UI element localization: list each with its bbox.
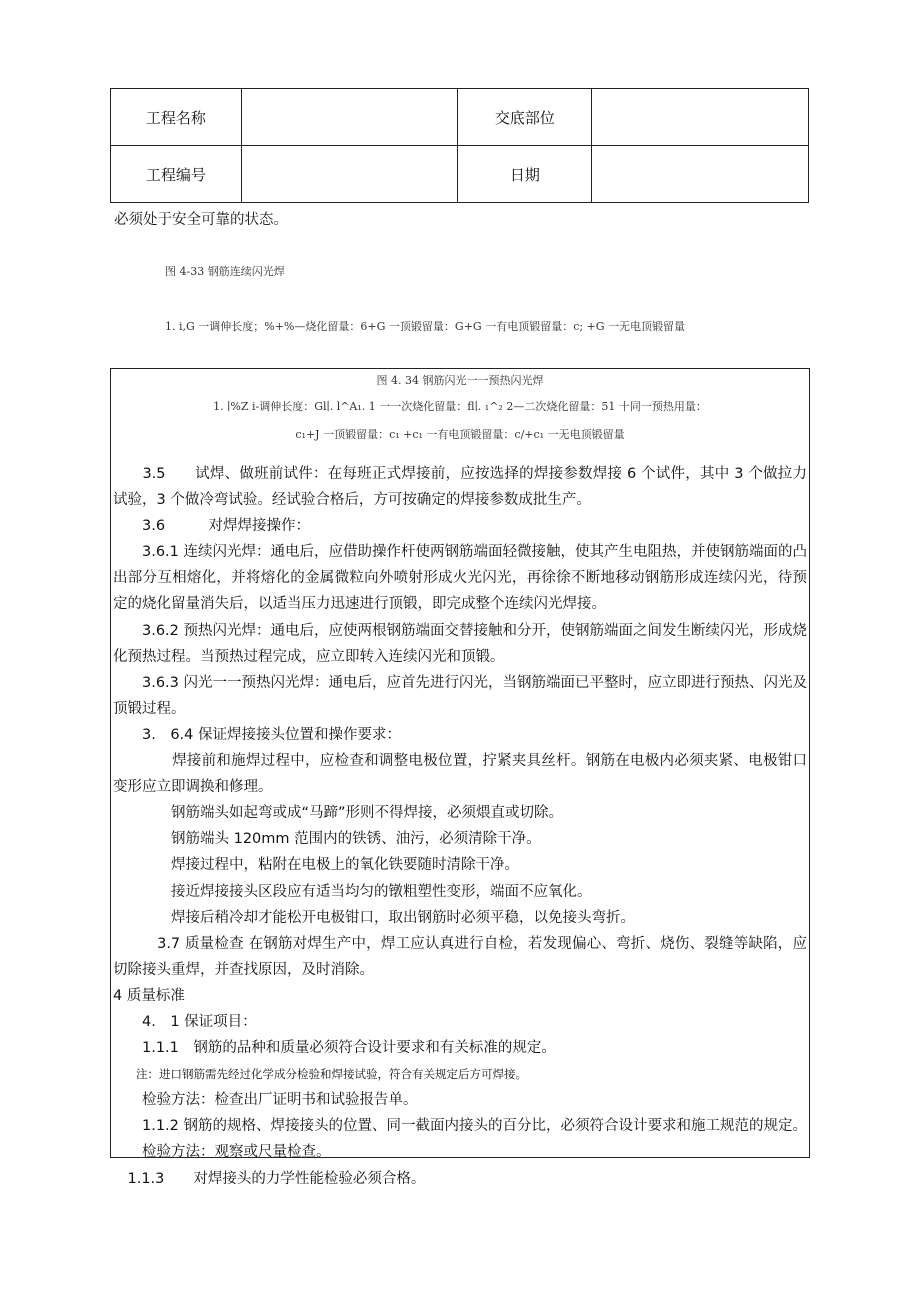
paragraph: 3.6.3 闪光一一预热闪光焊：通电后，应首先进行闪光，当钢筋端面已平整时，应立即进行预热、闪光及顶锻过程。 <box>113 674 807 717</box>
paragraph: 接近焊接接头区段应有适当均匀的镦粗塑性变形，端面不应氧化。 <box>113 883 592 900</box>
paragraph: 3. 6.4 保证焊接接头位置和操作要求： <box>113 726 402 743</box>
section-heading: 4 质量标准 <box>113 987 185 1004</box>
date-label: 日期 <box>458 146 592 203</box>
paragraph: 3.6.1 连续闪光焊：通电后，应借助操作杆使两钢筋端面轻微接触，使其产生电阻热，并使钢筋端面的凸出部分互相熔化，并将熔化的金属微粒向外喷射形成火光闪光，再徐徐不断地移动钢筋形成连续闪光，待预定的烧化留量消失后，以适当压力迅速进行顶锻，即完成整个连续闪光焊接。 <box>113 544 807 613</box>
project-name-value <box>241 89 458 146</box>
figure-4-34-legend-2: c₁+J 一顶锻留量：c₁ +c₁ 一有电顶锻留量：c/+c₁ 一无电顶锻留量 <box>295 428 625 441</box>
paragraph: 1.1.2 钢筋的规格、焊接接头的位置、同一截面内接头的百分比，必须符合设计要求和施工规范的规定。 <box>113 1118 807 1135</box>
paragraph: 3.7 质量检查 在钢筋对焊生产中，焊工应认真进行自检，若发现偏心、弯折、烧伤、裂缝等缺陷，应切除接头重焊，并查找原因，及时消除。 <box>113 935 807 978</box>
note: 注：进口钢筋需先经过化学成分检验和焊接试验，符合有关规定后方可焊接。 <box>113 1067 527 1082</box>
paragraph: 检验方法：观察或尺量检查。 <box>113 1144 331 1161</box>
project-name-label: 工程名称 <box>111 89 242 146</box>
content-box <box>110 368 810 1187</box>
figure-4-34-title: 图 4. 34 钢筋闪光一一预热闪光焊 <box>376 374 544 387</box>
paragraph: 钢筋端头 120mm 范围内的铁锈、油污，必须清除干净。 <box>113 831 541 848</box>
paragraph: 3.6 对焊焊接操作： <box>113 518 311 535</box>
paragraph: 1.1.1 钢筋的品种和质量必须符合设计要求和有关标准的规定。 <box>113 1040 556 1057</box>
paragraph: 钢筋端头如起弯或成“马蹄”形则不得焊接，必须煨直或切除。 <box>113 805 564 822</box>
figure-4-33-legend: 1. ⅰ,G 一调伸长度；%+%—烧化留量：6+G 一顶锻留量：G+G 一有电顶锻留量：c; +G 一无电顶锻留量 <box>165 320 686 333</box>
figure-4-34-legend-1: 1. ∣%Z i-调伸长度：Gl∣. l^A₁. 1 一一次烧化留量：fl∣. ₁^₂ 2—二次烧化留量：51 十同一预热用量： <box>213 400 707 413</box>
figure-4-33-title: 图 4-33 钢筋连续闪光焊 <box>165 265 285 278</box>
paragraph: 焊接后稍冷却才能松开电极钳口，取出钢筋时必须平稳，以免接头弯折。 <box>113 909 635 926</box>
paragraph: 4. 1 保证项目： <box>113 1013 257 1030</box>
paragraph: 3.5 试焊、做班前试件：在每班正式焊接前，应按选择的焊接参数焊接 6 个试件，其中 3 个做拉力试验，3 个做冷弯试验。经试验合格后，方可按确定的焊接参数成批生产。 <box>113 466 807 509</box>
date-value <box>592 146 809 203</box>
body-text <box>113 461 807 1192</box>
location-label: 交底部位 <box>458 89 592 146</box>
paragraph: 检验方法：检查出厂证明书和试验报告单。 <box>113 1092 418 1109</box>
paragraph: 焊接前和施焊过程中，应检查和调整电极位置，拧紧夹具丝杆。钢筋在电极内必须夹紧、电极钳口变形应立即调换和修理。 <box>113 753 807 796</box>
project-no-label: 工程编号 <box>111 146 242 203</box>
paragraph: 焊接过程中，粘附在电极上的氧化铁要随时清除干净。 <box>113 857 519 874</box>
paragraph: 3.6.2 预热闪光焊：通电后，应使两根钢筋端面交替接触和分开，使钢筋端面之间发生断续闪光，形成烧化预热过程。当预热过程完成，应立即转入连续闪光和顶锻。 <box>113 622 807 665</box>
intro-line: 必须处于安全可靠的状态。 <box>114 212 288 228</box>
paragraph: 1.1.3 对焊接头的力学性能检验必须合格。 <box>113 1170 426 1187</box>
location-value <box>592 89 809 146</box>
project-no-value <box>241 146 458 203</box>
header-table <box>110 88 809 203</box>
